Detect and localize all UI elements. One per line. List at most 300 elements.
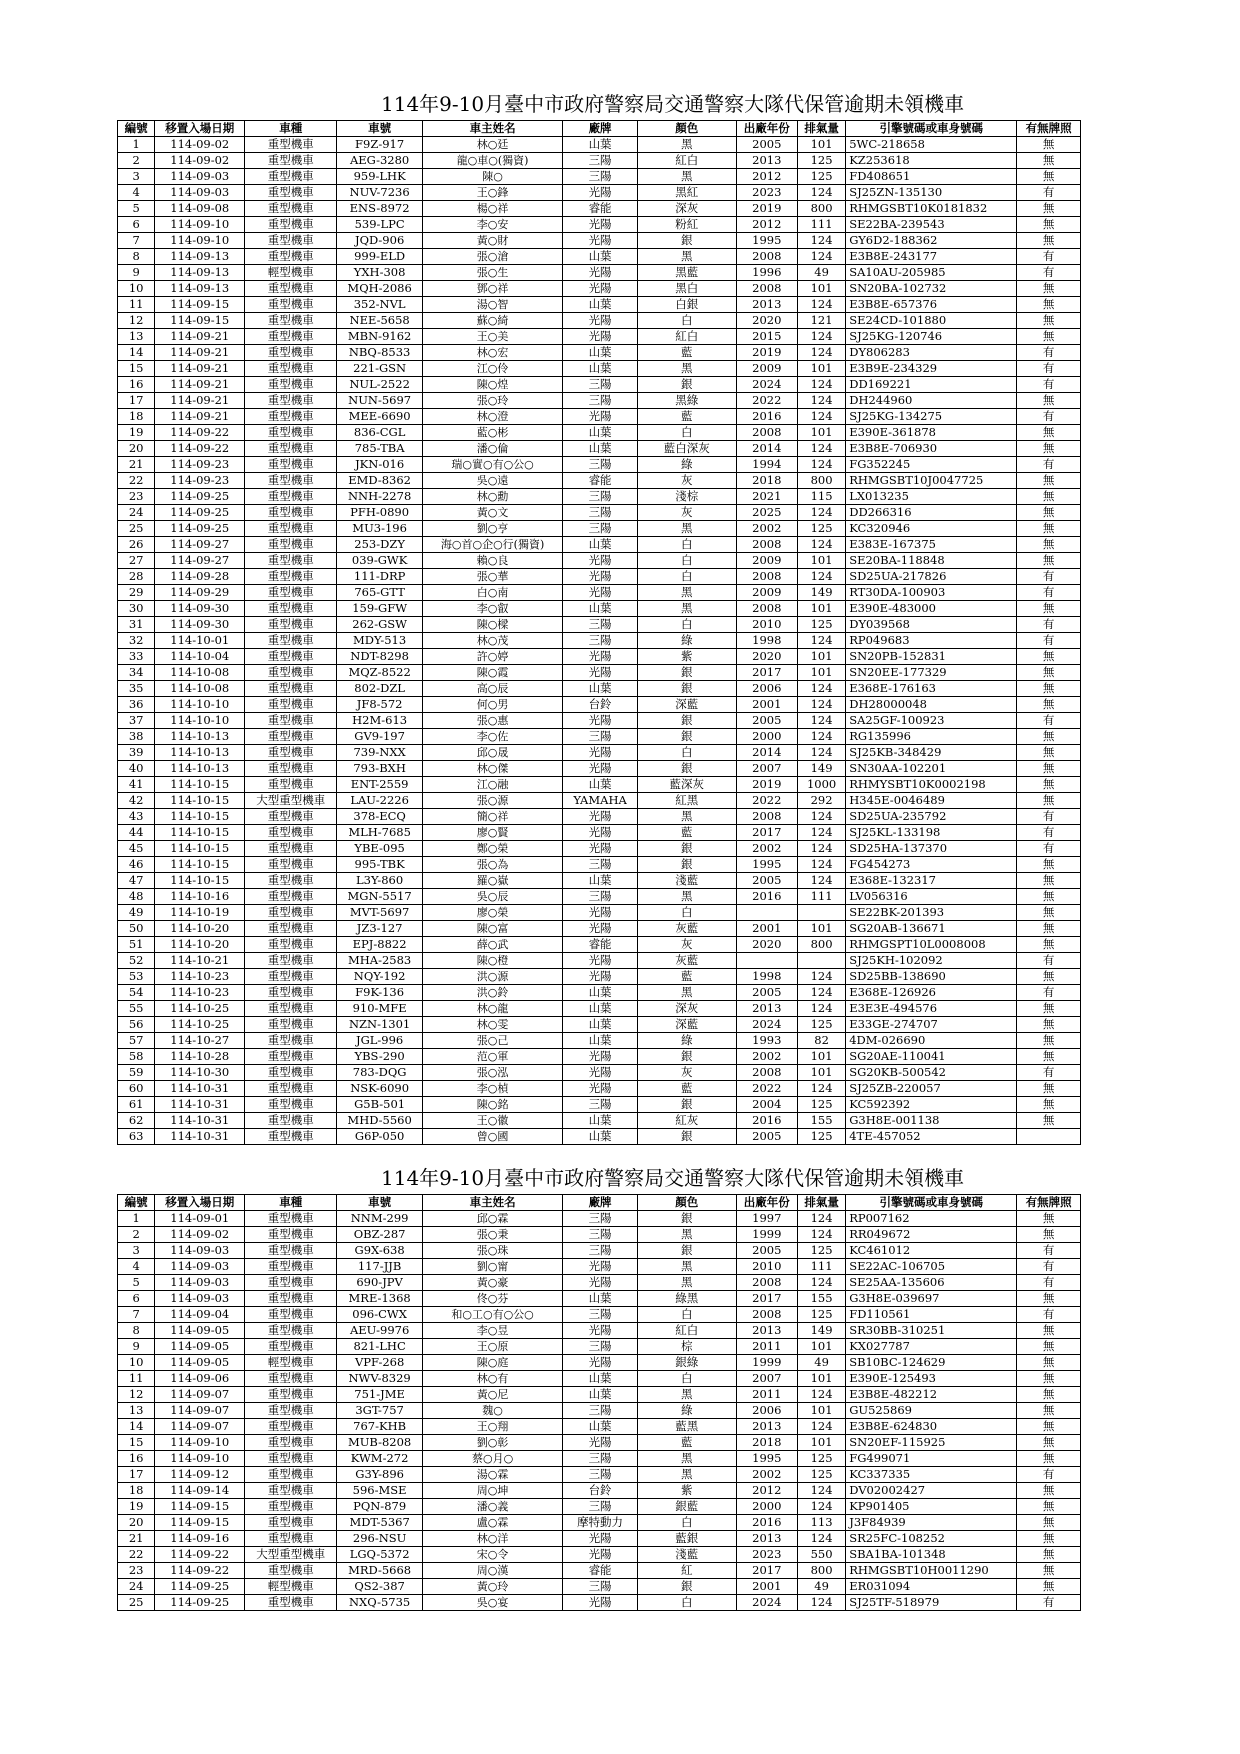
cell-year: 2013 (736, 1323, 797, 1339)
cell-brand: 山葉 (563, 873, 638, 889)
cell-owner: 張○滄 (422, 249, 562, 265)
cell-year: 1997 (736, 1211, 797, 1227)
cell-engine-no: SJ25ZN-135130 (846, 185, 1017, 201)
cell-brand: 山葉 (563, 345, 638, 361)
cell-engine-no: G3H8E-039697 (846, 1291, 1017, 1307)
cell-plate-status: 無 (1017, 1339, 1081, 1355)
cell-color: 綠 (637, 1403, 736, 1419)
cell-plate-status: 有 (1017, 985, 1081, 1001)
cell-owner: 邱○霖 (422, 1211, 562, 1227)
cell-cc: 125 (797, 169, 845, 185)
cell-date: 114-09-05 (155, 1339, 245, 1355)
cell-color: 黑紅 (637, 185, 736, 201)
cell-no: 2 (118, 153, 155, 169)
cell-type: 重型機車 (245, 649, 337, 665)
cell-cc: 101 (797, 281, 845, 297)
cell-no: 8 (118, 249, 155, 265)
cell-plate: 765-GTT (337, 585, 423, 601)
cell-cc: 124 (797, 681, 845, 697)
cell-cc: 292 (797, 793, 845, 809)
table-row (118, 281, 1081, 297)
cell-engine-no: SJ25KG-134275 (846, 409, 1017, 425)
cell-cc: 124 (797, 297, 845, 313)
table-row (118, 521, 1081, 537)
cell-engine-no: SE22BA-239543 (846, 217, 1017, 233)
cell-plate-status: 無 (1017, 441, 1081, 457)
table-row (118, 1339, 1081, 1355)
cell-plate: 111-DRP (337, 569, 423, 585)
cell-engine-no: 5WC-218658 (846, 137, 1017, 153)
cell-brand: 光陽 (563, 665, 638, 681)
cell-type: 重型機車 (245, 777, 337, 793)
cell-engine-no: E3B8E-706930 (846, 441, 1017, 457)
cell-color: 黑 (637, 1467, 736, 1483)
cell-type: 重型機車 (245, 153, 337, 169)
table-row (118, 1017, 1081, 1033)
cell-engine-no: RG135996 (846, 729, 1017, 745)
cell-owner: 蘇○綺 (422, 313, 562, 329)
cell-date: 114-10-15 (155, 793, 245, 809)
cell-no: 53 (118, 969, 155, 985)
cell-brand: 山葉 (563, 1017, 638, 1033)
cell-engine-no: KC592392 (846, 1097, 1017, 1113)
cell-color: 灰 (637, 473, 736, 489)
cell-owner: 陳○樑 (422, 617, 562, 633)
cell-plate: 767-KHB (337, 1419, 423, 1435)
cell-plate: 253-DZY (337, 537, 423, 553)
cell-plate: JGL-996 (337, 1033, 423, 1049)
cell-cc: 101 (797, 137, 845, 153)
cell-year: 2014 (736, 745, 797, 761)
cell-type: 重型機車 (245, 1339, 337, 1355)
cell-owner: 黃○財 (422, 233, 562, 249)
cell-date: 114-09-21 (155, 361, 245, 377)
cell-color: 黑 (637, 1275, 736, 1291)
cell-year: 2024 (736, 1595, 797, 1611)
cell-date: 114-10-08 (155, 665, 245, 681)
cell-year: 2020 (736, 937, 797, 953)
cell-year: 2013 (736, 153, 797, 169)
cell-plate-status: 無 (1017, 857, 1081, 873)
cell-no: 23 (118, 1563, 155, 1579)
cell-year: 2004 (736, 1097, 797, 1113)
cell-engine-no: LV056316 (846, 889, 1017, 905)
cell-type: 重型機車 (245, 953, 337, 969)
cell-plate: NWV-8329 (337, 1371, 423, 1387)
cell-engine-no: E3B8E-624830 (846, 1419, 1017, 1435)
cell-no: 19 (118, 425, 155, 441)
cell-plate: MVT-5697 (337, 905, 423, 921)
cell-brand: 山葉 (563, 425, 638, 441)
cell-date: 114-09-10 (155, 233, 245, 249)
cell-owner: 林○宏 (422, 345, 562, 361)
cell-year: 2017 (736, 665, 797, 681)
cell-plate: EMD-8362 (337, 473, 423, 489)
cell-color: 白 (637, 1371, 736, 1387)
table-row (118, 793, 1081, 809)
cell-date: 114-09-23 (155, 457, 245, 473)
cell-plate: NUV-7236 (337, 185, 423, 201)
table-row (118, 1355, 1081, 1371)
cell-type: 重型機車 (245, 1531, 337, 1547)
table-row (118, 1081, 1081, 1097)
cell-type: 重型機車 (245, 1467, 337, 1483)
cell-plate-status: 無 (1017, 1227, 1081, 1243)
cell-year: 2001 (736, 1579, 797, 1595)
cell-year: 2001 (736, 697, 797, 713)
cell-type: 重型機車 (245, 185, 337, 201)
cell-brand: 三陽 (563, 169, 638, 185)
cell-color: 棕 (637, 1339, 736, 1355)
cell-plate-status: 無 (1017, 793, 1081, 809)
cell-owner: 許○婷 (422, 649, 562, 665)
cell-year: 2018 (736, 1435, 797, 1451)
cell-cc: 800 (797, 201, 845, 217)
cell-cc: 124 (797, 1419, 845, 1435)
cell-plate: MDT-5367 (337, 1515, 423, 1531)
cell-plate-status: 無 (1017, 1355, 1081, 1371)
cell-color: 白 (637, 1307, 736, 1323)
cell-no: 40 (118, 761, 155, 777)
cell-plate-status: 無 (1017, 1563, 1081, 1579)
cell-cc: 124 (797, 1001, 845, 1017)
cell-plate: MUB-8208 (337, 1435, 423, 1451)
cell-type: 大型重型機車 (245, 1547, 337, 1563)
cell-engine-no: SA25GF-100923 (846, 713, 1017, 729)
cell-year: 2002 (736, 521, 797, 537)
cell-cc: 124 (797, 233, 845, 249)
cell-plate-status: 無 (1017, 521, 1081, 537)
cell-engine-no: 4TE-457052 (846, 1129, 1017, 1145)
cell-plate-status: 無 (1017, 281, 1081, 297)
table-row (118, 297, 1081, 313)
cell-color: 黑 (637, 601, 736, 617)
cell-owner: 陳○霞 (422, 665, 562, 681)
cell-engine-no: E390E-361878 (846, 425, 1017, 441)
cell-owner: 蔡○月○ (422, 1451, 562, 1467)
cell-cc: 125 (797, 617, 845, 633)
cell-type: 重型機車 (245, 889, 337, 905)
cell-cc: 101 (797, 425, 845, 441)
cell-brand: 三陽 (563, 489, 638, 505)
cell-color: 紅灰 (637, 1113, 736, 1129)
cell-date: 114-10-21 (155, 953, 245, 969)
cell-type: 重型機車 (245, 1211, 337, 1227)
cell-plate-status: 無 (1017, 969, 1081, 985)
table-row (118, 185, 1081, 201)
cell-plate: JQD-906 (337, 233, 423, 249)
cell-plate: 096-CWX (337, 1307, 423, 1323)
cell-plate: MRE-1368 (337, 1291, 423, 1307)
cell-engine-no: E368E-176163 (846, 681, 1017, 697)
cell-date: 114-10-31 (155, 1129, 245, 1145)
cell-cc: 101 (797, 1065, 845, 1081)
table-row (118, 889, 1081, 905)
cell-color: 銀 (637, 1129, 736, 1145)
cell-engine-no: SD25BB-138690 (846, 969, 1017, 985)
cell-engine-no: SN30AA-102201 (846, 761, 1017, 777)
cell-brand: 三陽 (563, 1307, 638, 1323)
cell-owner: 洪○鈴 (422, 985, 562, 1001)
cell-owner: 海○首○企○行(獨資) (422, 537, 562, 553)
cell-type: 重型機車 (245, 1129, 337, 1145)
cell-date: 114-10-15 (155, 841, 245, 857)
cell-owner: 羅○嶽 (422, 873, 562, 889)
cell-no: 60 (118, 1081, 155, 1097)
cell-no: 20 (118, 441, 155, 457)
cell-brand: 三陽 (563, 1339, 638, 1355)
cell-brand: 光陽 (563, 713, 638, 729)
cell-date: 114-10-23 (155, 985, 245, 1001)
cell-no: 21 (118, 1531, 155, 1547)
cell-cc: 124 (797, 713, 845, 729)
table-row (118, 1259, 1081, 1275)
cell-no: 12 (118, 1387, 155, 1403)
cell-plate: MDY-513 (337, 633, 423, 649)
cell-cc: 124 (797, 409, 845, 425)
cell-engine-no: SN20BA-102732 (846, 281, 1017, 297)
cell-year: 2005 (736, 985, 797, 1001)
table-row (118, 1323, 1081, 1339)
cell-brand: 睿能 (563, 473, 638, 489)
cell-plate: JKN-016 (337, 457, 423, 473)
cell-year: 2016 (736, 409, 797, 425)
cell-cc: 124 (797, 377, 845, 393)
cell-color: 白 (637, 1515, 736, 1531)
cell-brand: 三陽 (563, 1403, 638, 1419)
cell-no: 3 (118, 1243, 155, 1259)
table-row (118, 1113, 1081, 1129)
cell-color: 藍銀 (637, 1531, 736, 1547)
cell-cc: 124 (797, 185, 845, 201)
cell-plate-status: 無 (1017, 681, 1081, 697)
cell-owner: 黃○文 (422, 505, 562, 521)
cell-plate: 296-NSU (337, 1531, 423, 1547)
cell-date: 114-10-20 (155, 937, 245, 953)
cell-cc: 124 (797, 505, 845, 521)
cell-owner: 林○洋 (422, 1531, 562, 1547)
cell-date: 114-10-31 (155, 1097, 245, 1113)
cell-year: 2008 (736, 249, 797, 265)
cell-type: 重型機車 (245, 1515, 337, 1531)
cell-cc: 124 (797, 985, 845, 1001)
cell-cc (797, 905, 845, 921)
header-type: 車種 (245, 121, 337, 137)
cell-date: 114-09-22 (155, 441, 245, 457)
header-plate: 車號 (337, 121, 423, 137)
cell-owner: 劉○彰 (422, 1435, 562, 1451)
cell-cc: 149 (797, 761, 845, 777)
cell-plate-status: 有 (1017, 249, 1081, 265)
cell-type: 重型機車 (245, 1499, 337, 1515)
cell-brand: 山葉 (563, 1001, 638, 1017)
cell-date: 114-10-15 (155, 777, 245, 793)
cell-brand: 三陽 (563, 1467, 638, 1483)
cell-date: 114-10-23 (155, 969, 245, 985)
cell-date: 114-09-03 (155, 1291, 245, 1307)
cell-year: 2012 (736, 217, 797, 233)
cell-cc: 124 (797, 729, 845, 745)
cell-type: 重型機車 (245, 1435, 337, 1451)
cell-cc: 111 (797, 217, 845, 233)
table-row (118, 1435, 1081, 1451)
cell-date: 114-09-10 (155, 217, 245, 233)
cell-type: 重型機車 (245, 985, 337, 1001)
cell-plate-status: 無 (1017, 1419, 1081, 1435)
cell-plate: ENS-8972 (337, 201, 423, 217)
cell-plate-status: 無 (1017, 553, 1081, 569)
cell-type: 重型機車 (245, 489, 337, 505)
cell-date: 114-09-15 (155, 1515, 245, 1531)
cell-no: 18 (118, 1483, 155, 1499)
cell-date: 114-10-25 (155, 1001, 245, 1017)
cell-type: 重型機車 (245, 1227, 337, 1243)
cell-cc: 124 (797, 441, 845, 457)
cell-plate-status: 無 (1017, 1081, 1081, 1097)
cell-plate: MGN-5517 (337, 889, 423, 905)
cell-brand: 山葉 (563, 1291, 638, 1307)
cell-plate: 999-ELD (337, 249, 423, 265)
cell-engine-no: RP049683 (846, 633, 1017, 649)
cell-type: 重型機車 (245, 617, 337, 633)
cell-plate-status: 無 (1017, 665, 1081, 681)
cell-brand: 光陽 (563, 329, 638, 345)
cell-plate-status: 有 (1017, 377, 1081, 393)
cell-plate: L3Y-860 (337, 873, 423, 889)
cell-date: 114-09-23 (155, 473, 245, 489)
cell-year: 2023 (736, 1547, 797, 1563)
cell-color: 深藍 (637, 697, 736, 713)
cell-brand: 光陽 (563, 953, 638, 969)
cell-brand: 三陽 (563, 457, 638, 473)
cell-type: 重型機車 (245, 441, 337, 457)
cell-year: 2025 (736, 505, 797, 521)
cell-date: 114-09-21 (155, 345, 245, 361)
cell-plate-status: 有 (1017, 585, 1081, 601)
cell-date: 114-10-08 (155, 681, 245, 697)
cell-plate-status: 無 (1017, 601, 1081, 617)
cell-plate-status: 無 (1017, 473, 1081, 489)
cell-no: 57 (118, 1033, 155, 1049)
cell-year: 2005 (736, 1243, 797, 1259)
cell-plate: LGQ-5372 (337, 1547, 423, 1563)
table-row (118, 569, 1081, 585)
cell-year: 2022 (736, 1081, 797, 1097)
cell-plate: OBZ-287 (337, 1227, 423, 1243)
cell-cc (797, 953, 845, 969)
cell-type: 重型機車 (245, 217, 337, 233)
cell-date: 114-09-03 (155, 185, 245, 201)
cell-no: 2 (118, 1227, 155, 1243)
cell-cc: 101 (797, 601, 845, 617)
cell-type: 重型機車 (245, 521, 337, 537)
cell-plate: 959-LHK (337, 169, 423, 185)
cell-plate: JF8-572 (337, 697, 423, 713)
cell-color: 粉紅 (637, 217, 736, 233)
cell-brand: 三陽 (563, 393, 638, 409)
cell-date: 114-09-30 (155, 601, 245, 617)
cell-year: 1998 (736, 633, 797, 649)
cell-no: 23 (118, 489, 155, 505)
cell-brand: 光陽 (563, 841, 638, 857)
cell-plate: 783-DQG (337, 1065, 423, 1081)
table-row (118, 617, 1081, 633)
cell-cc: 124 (797, 825, 845, 841)
cell-cc: 149 (797, 585, 845, 601)
header-type: 車種 (245, 1195, 337, 1211)
cell-plate: G6P-050 (337, 1129, 423, 1145)
cell-type: 重型機車 (245, 377, 337, 393)
table-row (118, 233, 1081, 249)
cell-color: 黑 (637, 521, 736, 537)
cell-color: 銀 (637, 665, 736, 681)
cell-brand: 山葉 (563, 137, 638, 153)
table-row (118, 1275, 1081, 1291)
cell-brand: 山葉 (563, 1113, 638, 1129)
cell-plate: AEG-3280 (337, 153, 423, 169)
cell-owner: 張○生 (422, 265, 562, 281)
cell-date: 114-09-03 (155, 1259, 245, 1275)
cell-plate-status: 無 (1017, 745, 1081, 761)
cell-cc: 124 (797, 1531, 845, 1547)
cell-plate: KWM-272 (337, 1451, 423, 1467)
cell-plate-status: 無 (1017, 777, 1081, 793)
cell-no: 39 (118, 745, 155, 761)
cell-color: 黑 (637, 137, 736, 153)
cell-engine-no: E368E-132317 (846, 873, 1017, 889)
cell-plate-status: 無 (1017, 697, 1081, 713)
table-row (118, 217, 1081, 233)
cell-plate-status: 無 (1017, 1483, 1081, 1499)
cell-type: 重型機車 (245, 1403, 337, 1419)
cell-color: 白 (637, 905, 736, 921)
cell-owner: 魏○ (422, 1403, 562, 1419)
cell-year: 1994 (736, 457, 797, 473)
cell-owner: 廖○榮 (422, 905, 562, 921)
cell-type: 重型機車 (245, 1065, 337, 1081)
cell-no: 55 (118, 1001, 155, 1017)
table-row (118, 361, 1081, 377)
cell-owner: 陳○ (422, 169, 562, 185)
cell-year: 1995 (736, 233, 797, 249)
cell-year: 2005 (736, 137, 797, 153)
cell-color: 白 (637, 1595, 736, 1611)
cell-owner: 林○勳 (422, 489, 562, 505)
cell-owner: 王○翔 (422, 1419, 562, 1435)
cell-cc: 124 (797, 249, 845, 265)
cell-date: 114-09-10 (155, 1451, 245, 1467)
cell-plate-status: 無 (1017, 1211, 1081, 1227)
header-plate: 車號 (337, 1195, 423, 1211)
cell-brand: 光陽 (563, 265, 638, 281)
cell-year: 2020 (736, 649, 797, 665)
cell-no: 51 (118, 937, 155, 953)
table-row (118, 249, 1081, 265)
cell-engine-no: FG352245 (846, 457, 1017, 473)
cell-cc: 125 (797, 153, 845, 169)
cell-year: 2008 (736, 1275, 797, 1291)
cell-color: 綠 (637, 633, 736, 649)
cell-year: 2021 (736, 489, 797, 505)
cell-color: 銀 (637, 713, 736, 729)
cell-brand: 山葉 (563, 777, 638, 793)
cell-plate: LAU-2226 (337, 793, 423, 809)
cell-plate: NUL-2522 (337, 377, 423, 393)
cell-year: 2008 (736, 1307, 797, 1323)
cell-plate: MEE-6690 (337, 409, 423, 425)
table-row (118, 345, 1081, 361)
cell-no: 45 (118, 841, 155, 857)
